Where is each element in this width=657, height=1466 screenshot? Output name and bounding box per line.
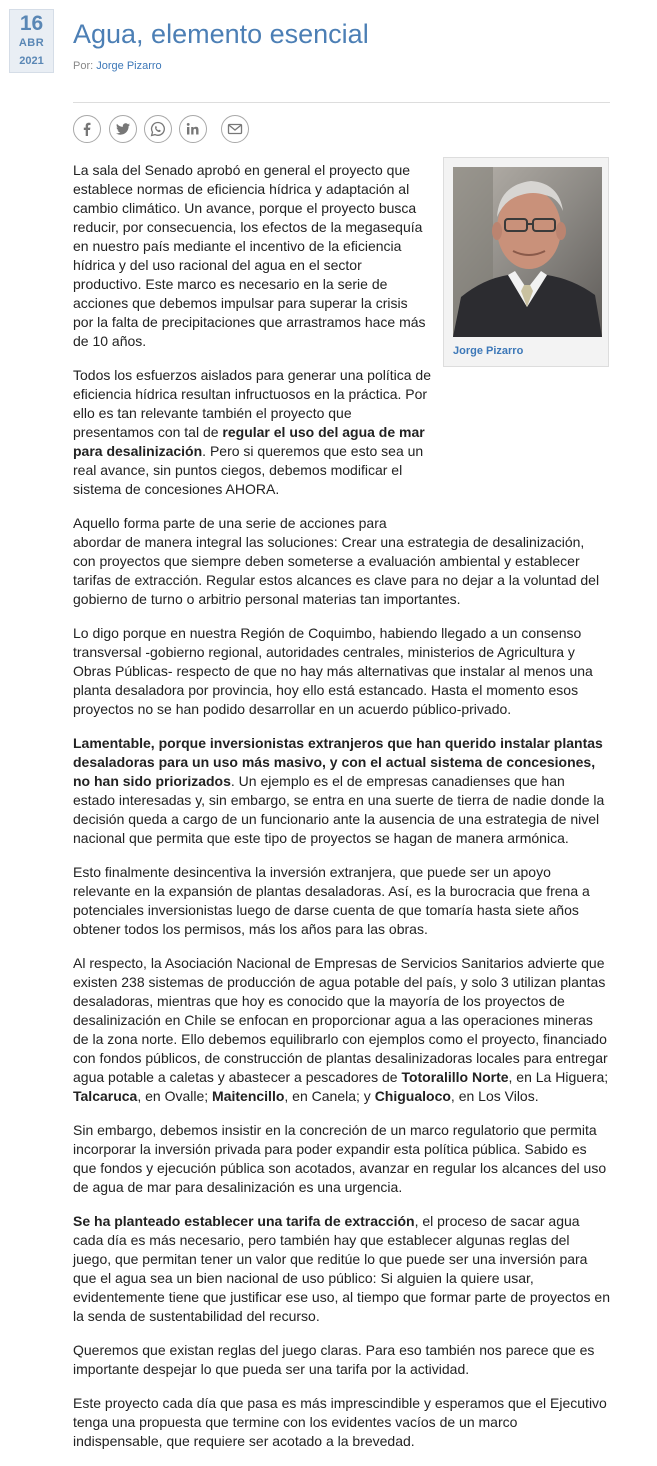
paragraph: Sin embargo, debemos insistir en la concreción de un marco regulatorio que permita incorporar la inversión privada para poder expandir esta política pública. Sabido es que fondos y ejecución pública son acotados, avanzar en regular los alcances del uso de agua de mar para desalinización es una urgencia. [73,1122,607,1195]
paragraph: Este proyecto cada día que pasa es más imprescindible y esperamos que el Ejecutivo tenga una propuesta que termine con los evidentes vacíos de un marco indispensable, que requiere ser acotado a la brevedad. [73,1395,607,1449]
photo-caption: Jorge Pizarro [453,345,524,357]
paragraph: Lamentable, porque inversionistas extranjeros que han querido instalar plantas desaladoras para un uso más masivo, y con el actual sistema de concesiones, no han sido priorizados. Un ejemplo es el de empresas canadienses que han estado interesadas y, sin embargo, se entra en una suerte de tierra de nadie donde la decisión queda a cargo de un funcionario ante la ausencia de una estrategia de nivel nacional que permita que este tipo de proyectos se hagan de manera armónica. [73,735,605,846]
linkedin-icon[interactable] [179,115,207,143]
twitter-icon[interactable] [109,115,137,143]
email-icon[interactable] [221,115,249,143]
byline [73,60,162,72]
paragraph: La sala del Senado aprobó en general el proyecto que establece normas de eficiencia hídrica y adaptación al cambio climático. Un avance, porque el proyecto busca reducir, por consecuencia, los efectos de la megasequía en nuestro país mediante el incentivo de la eficiencia hídrica y del uso racional del agua en el sector productivo. Este marco es necesario en la serie de acciones que debemos impulsar para superar la crisis por la falta de precipitaciones que arrastramos hace más de 10 años. [73,162,426,349]
paragraph: Esto finalmente desincentiva la inversión extranjera, que puede ser un apoyo relevante en la expansión de plantas desaladoras. Así, es la burocracia que frena a potenciales inversionistas luego de darse cuenta de que tomaría hasta siete años obtener todos los permisos, más los años para las obras. [73,864,590,937]
paragraph: Queremos que existan reglas del juego claras. Para eso también nos parece que es importante despejar lo que pueda ser una tarifa por la actividad. [73,1342,595,1377]
paragraph: Al respecto, la Asociación Nacional de Empresas de Servicios Sanitarios advierte que existen 238 sistemas de producción de agua potable del país, y solo 3 utilizan plantas desaladoras, mientras que hoy es conocido que la mayoría de los proyectos de desalinización en Chile se enfocan en proporcionar agua a las operaciones mineras de la zona norte. Ello debemos equilibrarlo con ejemplos como el proyecto, financiado con fondos públicos, de construcción de plantas desalinizadoras locales para entregar agua potable a caletas y abastecer a pescadores de Totoralillo Norte, en La Higuera; Talcaruca, en Ovalle; Maitencillo, en Canela; y Chigualoco, en Los Vilos. [73,955,609,1104]
date-month: ABR [18,37,45,49]
facebook-icon[interactable] [73,115,101,143]
byline-prefix: Por: [73,60,94,72]
paragraph: Aquello forma parte de una serie de acciones para abordar de manera integral las soluciones: Crear una estrategia de desalinización, con proyectos que siempre deben someterse a evaluación ambiental y establecer tarifas de extracción. Regular estos alcances es clave para no dejar a la voluntad del gobierno de turno o arbitrio personal materias tan importantes. [73,515,600,607]
date-year: 2021 [19,55,44,67]
author-link[interactable]: Jorge Pizarro [96,60,162,72]
paragraph: Se ha planteado establecer una tarifa de extracción, el proceso de sacar agua cada día es más necesario, pero también hay que establecer algunas reglas del juego, que permitan tener un valor que reditúe lo que puede ser una inversión para que el agua sea un bien nacional de uso público: Si alguien la quiere usar, evidentemente tiene que justificar ese uso, al tiempo que formar parte de proyectos en la senda de sustentabilidad del recurso. [73,1213,610,1324]
whatsapp-icon[interactable] [144,115,172,143]
divider [73,102,610,103]
date-day: 16 [19,12,44,35]
article-body [73,161,610,1466]
date-badge [9,9,54,73]
paragraph: Lo digo porque en nuestra Región de Coquimbo, habiendo llegado a un consenso transversal -gobierno regional, autoridades centrales, ministerios de Agricultura y Obras Públicas- respecto de que no hay más alternativas que instalar al menos una planta desaladora por provincia, hoy ello está estancado. Hasta el momento esos proyectos no se han podido desarrollar en un acuerdo público-privado. [73,625,593,717]
paragraph: Todos los esfuerzos aislados para generar una política de eficiencia hídrica resultan infructuosos en la práctica. Por ello es tan relevante también el proyecto que presentamos con tal de regular el uso del agua de mar para desalinización. Pero si queremos que esto sea un real avance, sin puntos ciegos, debemos modificar el sistema de concesiones AHORA. [73,367,431,497]
article-title: Agua, elemento esencial [73,19,369,49]
